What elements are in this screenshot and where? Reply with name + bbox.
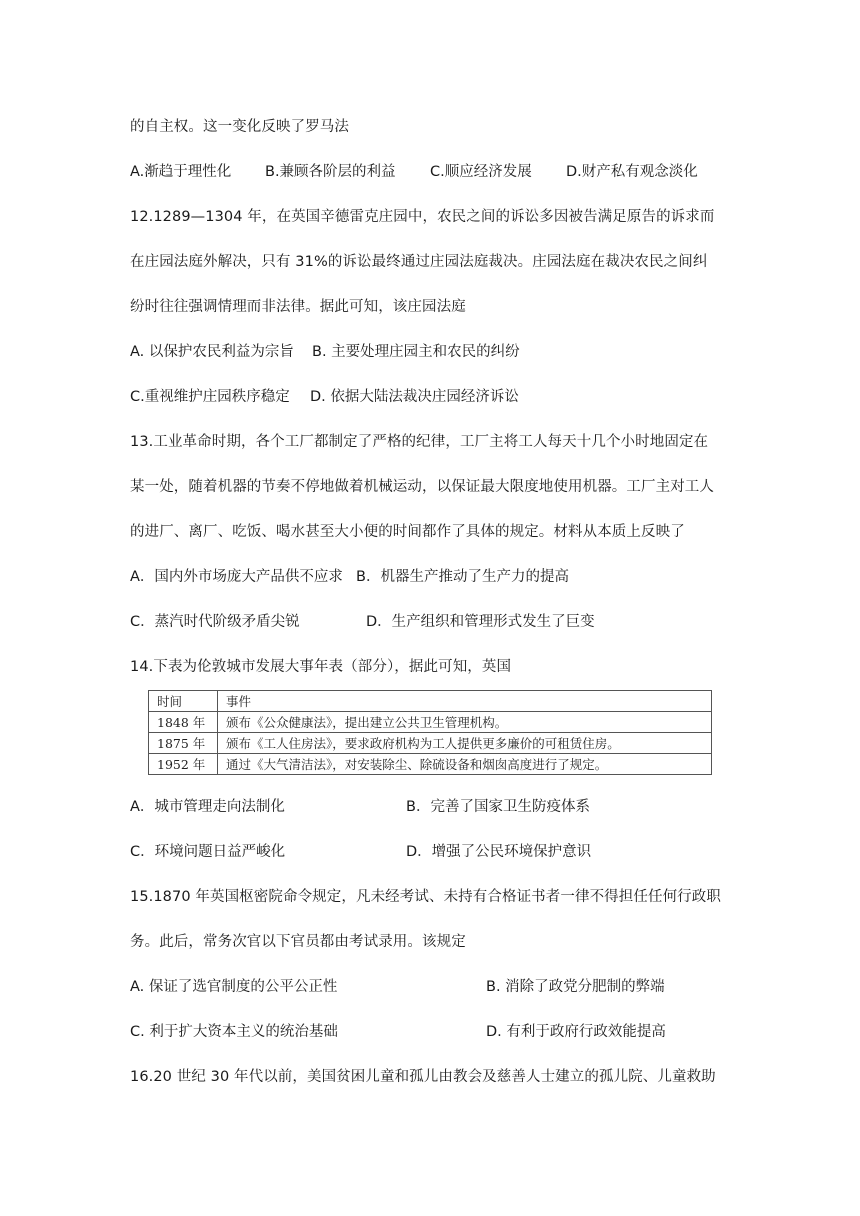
q12-option-a: A. 以保护农民利益为宗旨	[130, 344, 294, 360]
table-row	[149, 754, 712, 775]
q11-option-c: C.顺应经济发展	[430, 164, 532, 180]
london-events-table	[148, 690, 712, 775]
q15-stem-line-2: 务。此后，常务次官以下官员都由考试录用。该规定	[130, 934, 466, 950]
q15-option-a: A. 保证了选官制度的公平公正性	[130, 979, 338, 995]
q13-option-d: D．生产组织和管理形式发生了巨变	[366, 614, 595, 630]
q11-option-d: D.财产私有观念淡化	[566, 164, 698, 180]
q11-stem-tail: 的自主权。这一变化反映了罗马法	[130, 119, 349, 135]
table-row	[149, 712, 712, 733]
q11-option-b: B.兼顾各阶层的利益	[265, 164, 396, 180]
header-time: 时间	[149, 691, 218, 712]
row-time: 1952 年	[149, 754, 218, 775]
q13-stem-line-1: 13.工业革命时期，各个工厂都制定了严格的纪律，工厂主将工人每天十几个小时地固定在	[130, 434, 709, 450]
q14-option-d: D．增强了公民环境保护意识	[406, 844, 592, 860]
q13-option-b: B．机器生产推动了生产力的提高	[356, 569, 569, 585]
q15-option-d: D. 有利于政府行政效能提高	[486, 1024, 666, 1040]
q14-option-a: A．城市管理走向法制化	[130, 799, 285, 815]
q16-stem-line-1: 16.20 世纪 30 年代以前，美国贫困儿童和孤儿由教会及慈善人士建立的孤儿院、儿童救助	[130, 1069, 716, 1085]
q12-stem-line-1: 12.1289—1304 年，在英国辛德雷克庄园中，农民之间的诉讼多因被告满足原告的诉求而	[130, 209, 715, 225]
q15-option-c: C. 利于扩大资本主义的统治基础	[130, 1024, 338, 1040]
q12-option-d: D. 依据大陆法裁决庄园经济诉讼	[310, 389, 519, 405]
q13-stem-line-2: 某一处，随着机器的节奏不停地做着机械运动，以保证最大限度地使用机器。工厂主对工人	[130, 479, 714, 495]
table-header-row	[149, 691, 712, 712]
q13-stem-line-3: 的进厂、离厂、吃饭、喝水甚至大小便的时间都作了具体的规定。材料从本质上反映了	[130, 524, 685, 540]
q15-option-b: B. 消除了政党分肥制的弊端	[486, 979, 665, 995]
q13-option-c: C．蒸汽时代阶级矛盾尖锐	[130, 614, 300, 630]
row-time: 1848 年	[149, 712, 218, 733]
header-event: 事件	[218, 691, 712, 712]
q14-stem: 14.下表为伦敦城市发展大事年表（部分），据此可知，英国	[130, 659, 512, 675]
q14-option-b: B．完善了国家卫生防疫体系	[406, 799, 590, 815]
row-event: 通过《大气清洁法》，对安装除尘、除硫设备和烟囱高度进行了规定。	[218, 754, 712, 775]
q12-option-b: B. 主要处理庄园主和农民的纠纷	[312, 344, 520, 360]
table-row	[149, 733, 712, 754]
q11-option-a: A.渐趋于理性化	[130, 164, 232, 180]
q14-option-c: C．环境问题日益严峻化	[130, 844, 286, 860]
q15-stem-line-1: 15.1870 年英国枢密院命令规定，凡未经考试、未持有合格证书者一律不得担任任何行政职	[130, 889, 721, 905]
row-time: 1875 年	[149, 733, 218, 754]
q13-option-a: A．国内外市场庞大产品供不应求	[130, 569, 343, 585]
q12-option-c: C.重视维护庄园秩序稳定	[130, 389, 290, 405]
q12-stem-line-3: 纷时往往强调情理而非法律。据此可知，该庄园法庭	[130, 299, 466, 315]
row-event: 颁布《公众健康法》，提出建立公共卫生管理机构。	[218, 712, 712, 733]
q12-stem-line-2: 在庄园法庭外解决，只有 31%的诉讼最终通过庄园法庭裁决。庄园法庭在裁决农民之间纠	[130, 254, 708, 270]
row-event: 颁布《工人住房法》，要求政府机构为工人提供更多廉价的可租赁住房。	[218, 733, 712, 754]
